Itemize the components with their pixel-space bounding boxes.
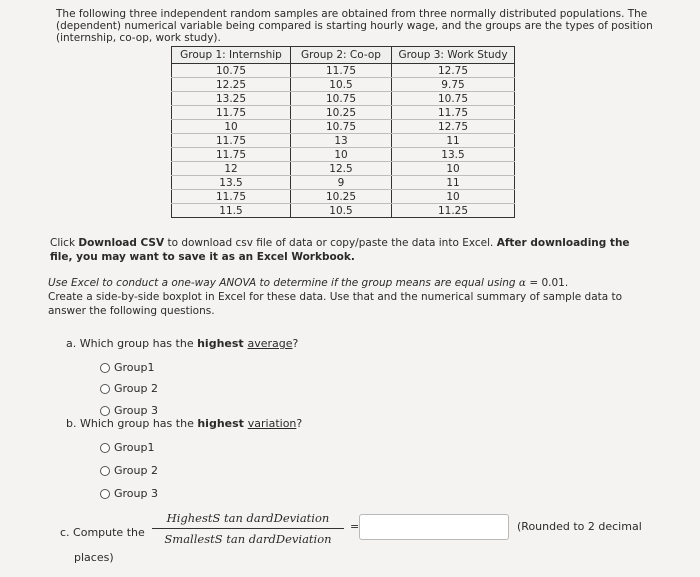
question-a: a. Which group has the highest average? [66, 337, 299, 350]
radio-button[interactable] [100, 384, 110, 394]
cell: 11.75 [291, 64, 392, 78]
table-row [172, 162, 515, 176]
rounding-note-continued: places) [74, 551, 114, 564]
header-group-1: Group 1: Internship [172, 47, 291, 64]
rounding-note: (Rounded to 2 decimal [517, 520, 642, 533]
cell: 10 [392, 190, 515, 204]
table-row [172, 106, 515, 120]
table-row [172, 78, 515, 92]
cell: 12.25 [172, 78, 291, 92]
cell: 9 [291, 176, 392, 190]
cell: 9.75 [392, 78, 515, 92]
radio-button[interactable] [100, 406, 110, 416]
cell: 12.5 [291, 162, 392, 176]
cell: 12 [172, 162, 291, 176]
download-csv-link[interactable]: Download CSV [78, 237, 165, 249]
cell: 10.75 [392, 92, 515, 106]
table-row [172, 176, 515, 190]
cell: 11.75 [172, 190, 291, 204]
table-row [172, 120, 515, 134]
header-group-2: Group 2: Co-op [291, 47, 392, 64]
cell: 13 [291, 134, 392, 148]
fraction-denominator: SmallestS tan dardDeviation [164, 532, 332, 546]
cell: 10.5 [291, 204, 392, 218]
header-group-3: Group 3: Work Study [392, 47, 515, 64]
cell: 10.25 [291, 190, 392, 204]
cell: 10.75 [291, 92, 392, 106]
cell: 10.5 [291, 78, 392, 92]
radio-button[interactable] [100, 443, 110, 453]
option-b-group3[interactable]: Group 3 [100, 487, 158, 500]
cell: 10 [291, 148, 392, 162]
option-b-group1[interactable]: Group1 [100, 441, 155, 454]
table-row [172, 134, 515, 148]
option-b-group2[interactable]: Group 2 [100, 464, 158, 477]
radio-button[interactable] [100, 363, 110, 373]
cell: 10.25 [291, 106, 392, 120]
alpha-symbol: α [518, 277, 527, 289]
option-a-group2[interactable]: Group 2 [100, 382, 158, 395]
cell: 11.75 [172, 106, 291, 120]
sd-ratio-fraction [152, 511, 344, 546]
cell: 10.75 [172, 64, 291, 78]
cell: 11 [392, 176, 515, 190]
data-table [171, 46, 515, 218]
radio-button[interactable] [100, 489, 110, 499]
option-a-group3[interactable]: Group 3 [100, 404, 158, 417]
table-row [172, 92, 515, 106]
cell: 13.25 [172, 92, 291, 106]
fraction-numerator: HighestS tan dardDeviation [152, 511, 344, 529]
table-row [172, 204, 515, 218]
cell: 10.75 [291, 120, 392, 134]
cell: 13.5 [172, 176, 291, 190]
option-a-group1[interactable]: Group1 [100, 361, 155, 374]
table-row [172, 64, 515, 78]
cell: 11.25 [392, 204, 515, 218]
anova-instructions: Use Excel to conduct a one-way ANOVA to determine if the group means are equal using α = 0.01. Create a side-by-side boxplot in Excel for these data. Use that and the numerical summary of sample data to answer the following questions. [48, 277, 623, 317]
ratio-answer-input[interactable] [359, 514, 509, 540]
question-c-label: c. Compute the [60, 526, 145, 539]
equals-sign: = [350, 520, 360, 533]
cell: 11.75 [172, 134, 291, 148]
cell: 12.75 [392, 120, 515, 134]
question-b: b. Which group has the highest variation? [66, 417, 303, 430]
cell: 11 [392, 134, 515, 148]
table-row [172, 190, 515, 204]
cell: 13.5 [392, 148, 515, 162]
problem-intro: The following three independent random samples are obtained from three normally distributed populations. The (dependent) numerical variable being compared is starting hourly wage, and the groups are the types of position (internship, co-op, work study). [56, 8, 653, 44]
cell: 11.75 [392, 106, 515, 120]
cell: 11.5 [172, 204, 291, 218]
cell: 12.75 [392, 64, 515, 78]
table-row [172, 148, 515, 162]
radio-button[interactable] [100, 466, 110, 476]
download-instructions: Click Download CSV to download csv file of data or copy/paste the data into Excel. After downloading the file, you may want to save it as an Excel Workbook. [50, 237, 630, 263]
cell: 11.75 [172, 148, 291, 162]
cell: 10 [172, 120, 291, 134]
cell: 10 [392, 162, 515, 176]
table-header-row [172, 47, 515, 64]
